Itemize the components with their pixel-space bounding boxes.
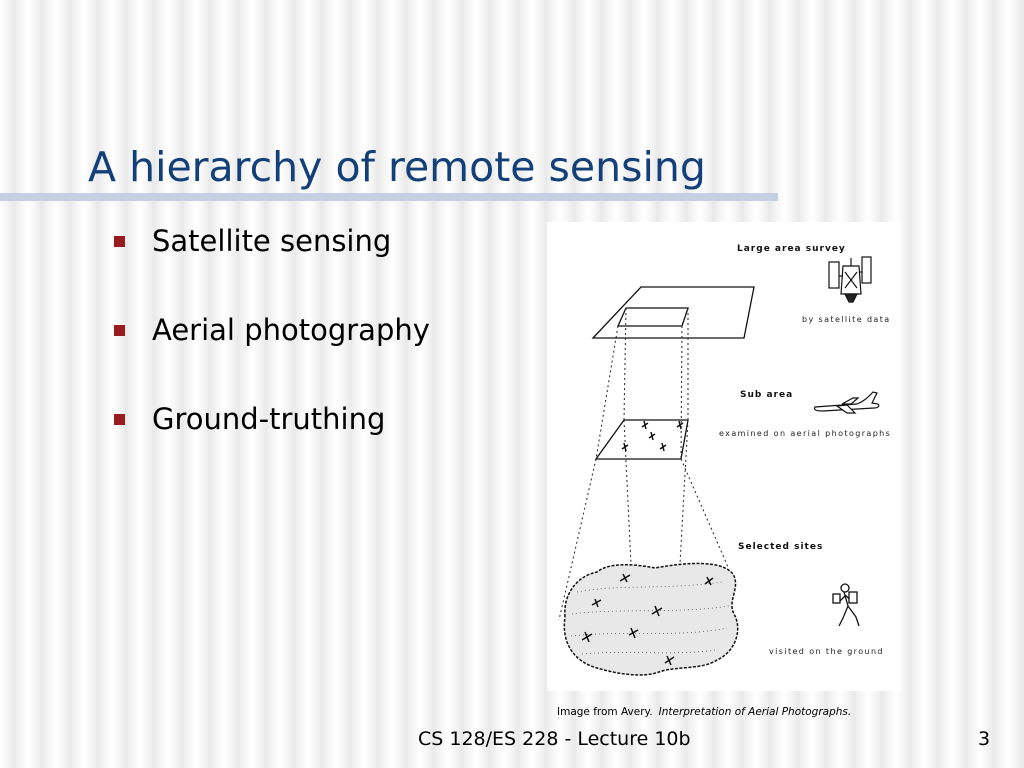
sub-area-square — [596, 420, 688, 459]
aerial-label: examined on aerial photographs — [719, 429, 892, 438]
bullet-square-icon — [114, 325, 125, 336]
title-underline — [0, 193, 778, 201]
hierarchy-diagram — [547, 222, 901, 691]
satellite-data-label: by satellite data — [802, 315, 891, 324]
bullet-item — [114, 222, 430, 311]
visited-label: visited on the ground — [769, 647, 884, 656]
sub-area-label: Sub area — [740, 390, 794, 400]
bullet-square-icon — [114, 236, 125, 247]
satellite-icon — [829, 257, 871, 302]
footer-page-number: 3 — [978, 728, 991, 750]
caption-book-title: Interpretation of Aerial Photographs. — [658, 706, 852, 718]
large-area-inner-square — [618, 308, 688, 326]
bullet-text: Aerial photography — [152, 313, 430, 347]
bullet-item — [114, 400, 430, 489]
large-area-label: Large area survey — [737, 244, 846, 254]
slide-title: A hierarchy of remote sensing — [88, 143, 706, 191]
caption-source: Image from Avery. — [557, 706, 653, 718]
selected-sites-label: Selected sites — [738, 542, 824, 552]
bullet-list — [114, 222, 430, 489]
figure-caption — [557, 706, 851, 718]
bullet-square-icon — [114, 414, 125, 425]
remote-sensing-figure — [547, 222, 901, 691]
bullet-item — [114, 311, 430, 400]
bullet-text: Satellite sensing — [152, 224, 392, 258]
large-area-square — [593, 287, 754, 338]
hiker-icon — [833, 584, 859, 626]
footer-course: CS 128/ES 228 - Lecture 10b — [418, 728, 691, 750]
bullet-text: Ground-truthing — [152, 402, 386, 436]
ground-area — [564, 563, 737, 675]
airplane-icon — [814, 392, 878, 413]
